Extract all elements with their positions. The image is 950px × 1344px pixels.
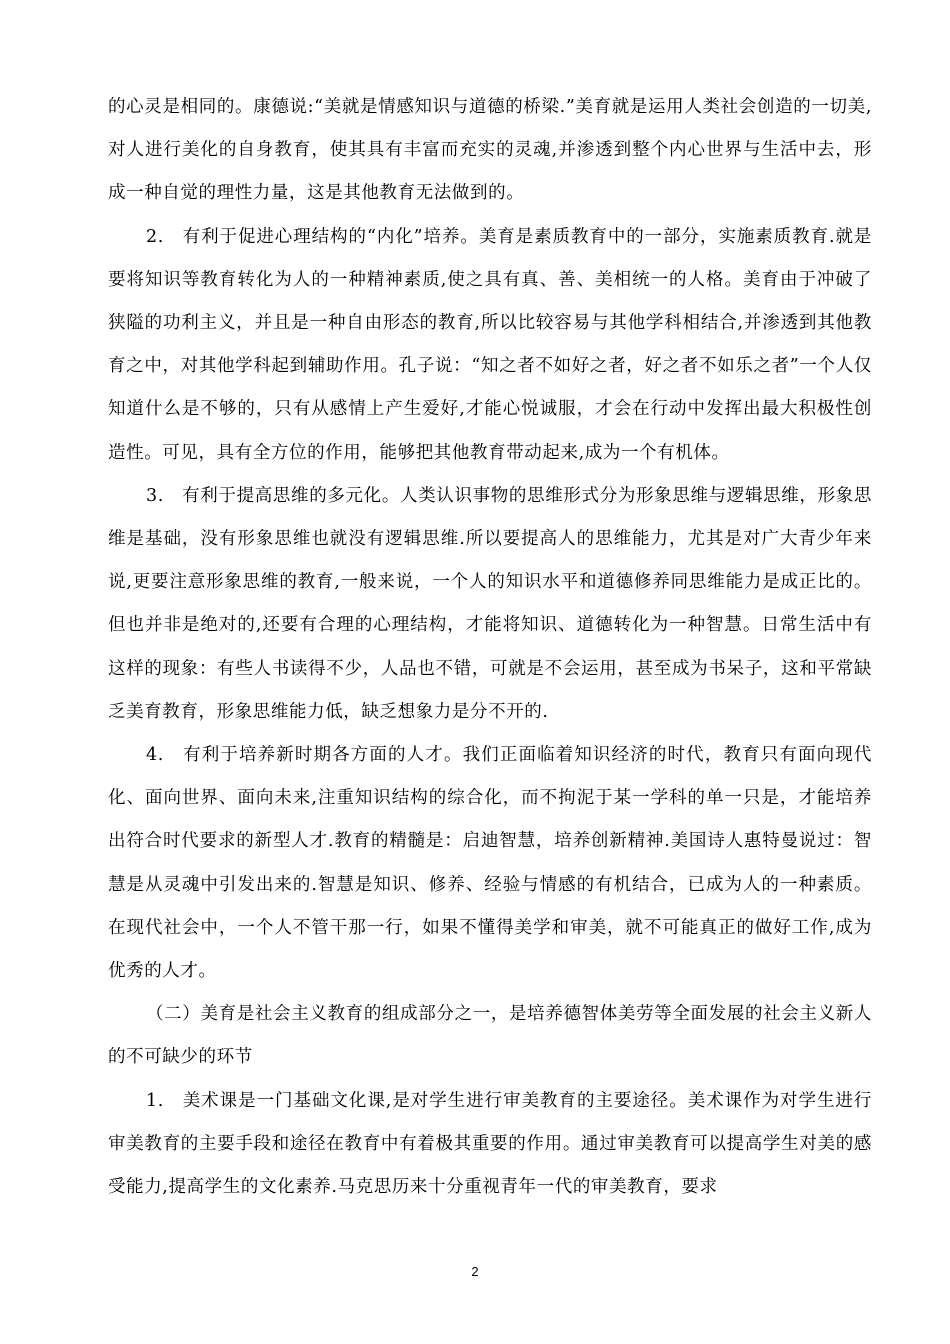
paragraph-item-1: 1. 美术课是一门基础文化课,是对学生进行审美教育的主要途径。美术课作为对学生进行审美教育的主要手段和途径在教育中有着极其重要的作用。通过审美教育可以提高学生对美的感受能力,提高学生的文化素养.马克思历来十分重视青年一代的审美教育，要求: [108, 1090, 872, 1198]
paragraph-continuation: 的心灵是相同的。康德说:“美就是情感知识与道德的桥梁.”美育就是运用人类社会创造的一切美,对人进行美化的自身教育，使其具有丰富而充实的灵魂,并渗透到整个内心世界与生活中去，形成一种自觉的理性力量，这是其他教育无法做到的。: [108, 97, 872, 204]
body-text: [108, 86, 872, 1209]
paragraph-item-3: 3. 有利于提高思维的多元化。人类认识事物的思维形式分为形象思维与逻辑思维，形象思维是基础，没有形象思维也就没有逻辑思维.所以要提高人的思维能力，尤其是对广大青少年来说,更要注意形象思维的教育,一般来说，一个人的知识水平和道德修养同思维能力是成正比的。但也并非是绝对的,还要有合理的心理结构，才能将知识、道德转化为一种智慧。日常生活中有这样的现象：有些人书读得不少，人品也不错，可就是不会运用，甚至成为书呆子，这和平常缺乏美育教育，形象思维能力低，缺乏想象力是分不开的.: [108, 485, 872, 722]
section-heading: （二）美育是社会主义教育的组成部分之一，是培养德智体美劳等全面发展的社会主义新人的不可缺少的环节: [108, 1004, 872, 1068]
page-number: 2: [471, 1264, 479, 1279]
paragraph-item-4: 4. 有利于培养新时期各方面的人才。我们正面临着知识经济的时代，教育只有面向现代化、面向世界、面向未来,注重知识结构的综合化，而不拘泥于某一学科的单一只是，才能培养出符合时代要求的新型人才.教育的精髓是：启迪智慧，培养创新精神.美国诗人惠特曼说过：智慧是从灵魂中引发出来的.智慧是知识、修养、经验与情感的有机结合，已成为人的一种素质。在现代社会中，一个人不管干那一行，如果不懂得美学和审美，就不可能真正的做好工作,成为优秀的人才。: [108, 745, 872, 982]
paragraph-item-2: 2. 有利于促进心理结构的“内化”培养。美育是素质教育中的一部分，实施素质教育.就是要将知识等教育转化为人的一种精神素质,使之具有真、善、美相统一的人格。美育由于冲破了狭隘的功利主义，并且是一种自由形态的教育,所以比较容易与其他学科相结合,并渗透到其他教育之中，对其他学科起到辅助作用。孔子说：“知之者不如好之者，好之者不如乐之者”一个人仅知道什么是不够的，只有从感情上产生爱好,才能心悦诚服，才会在行动中发挥出最大积极性创造性。可见，具有全方位的作用，能够把其他教育带动起来,成为一个有机体。: [108, 226, 872, 463]
